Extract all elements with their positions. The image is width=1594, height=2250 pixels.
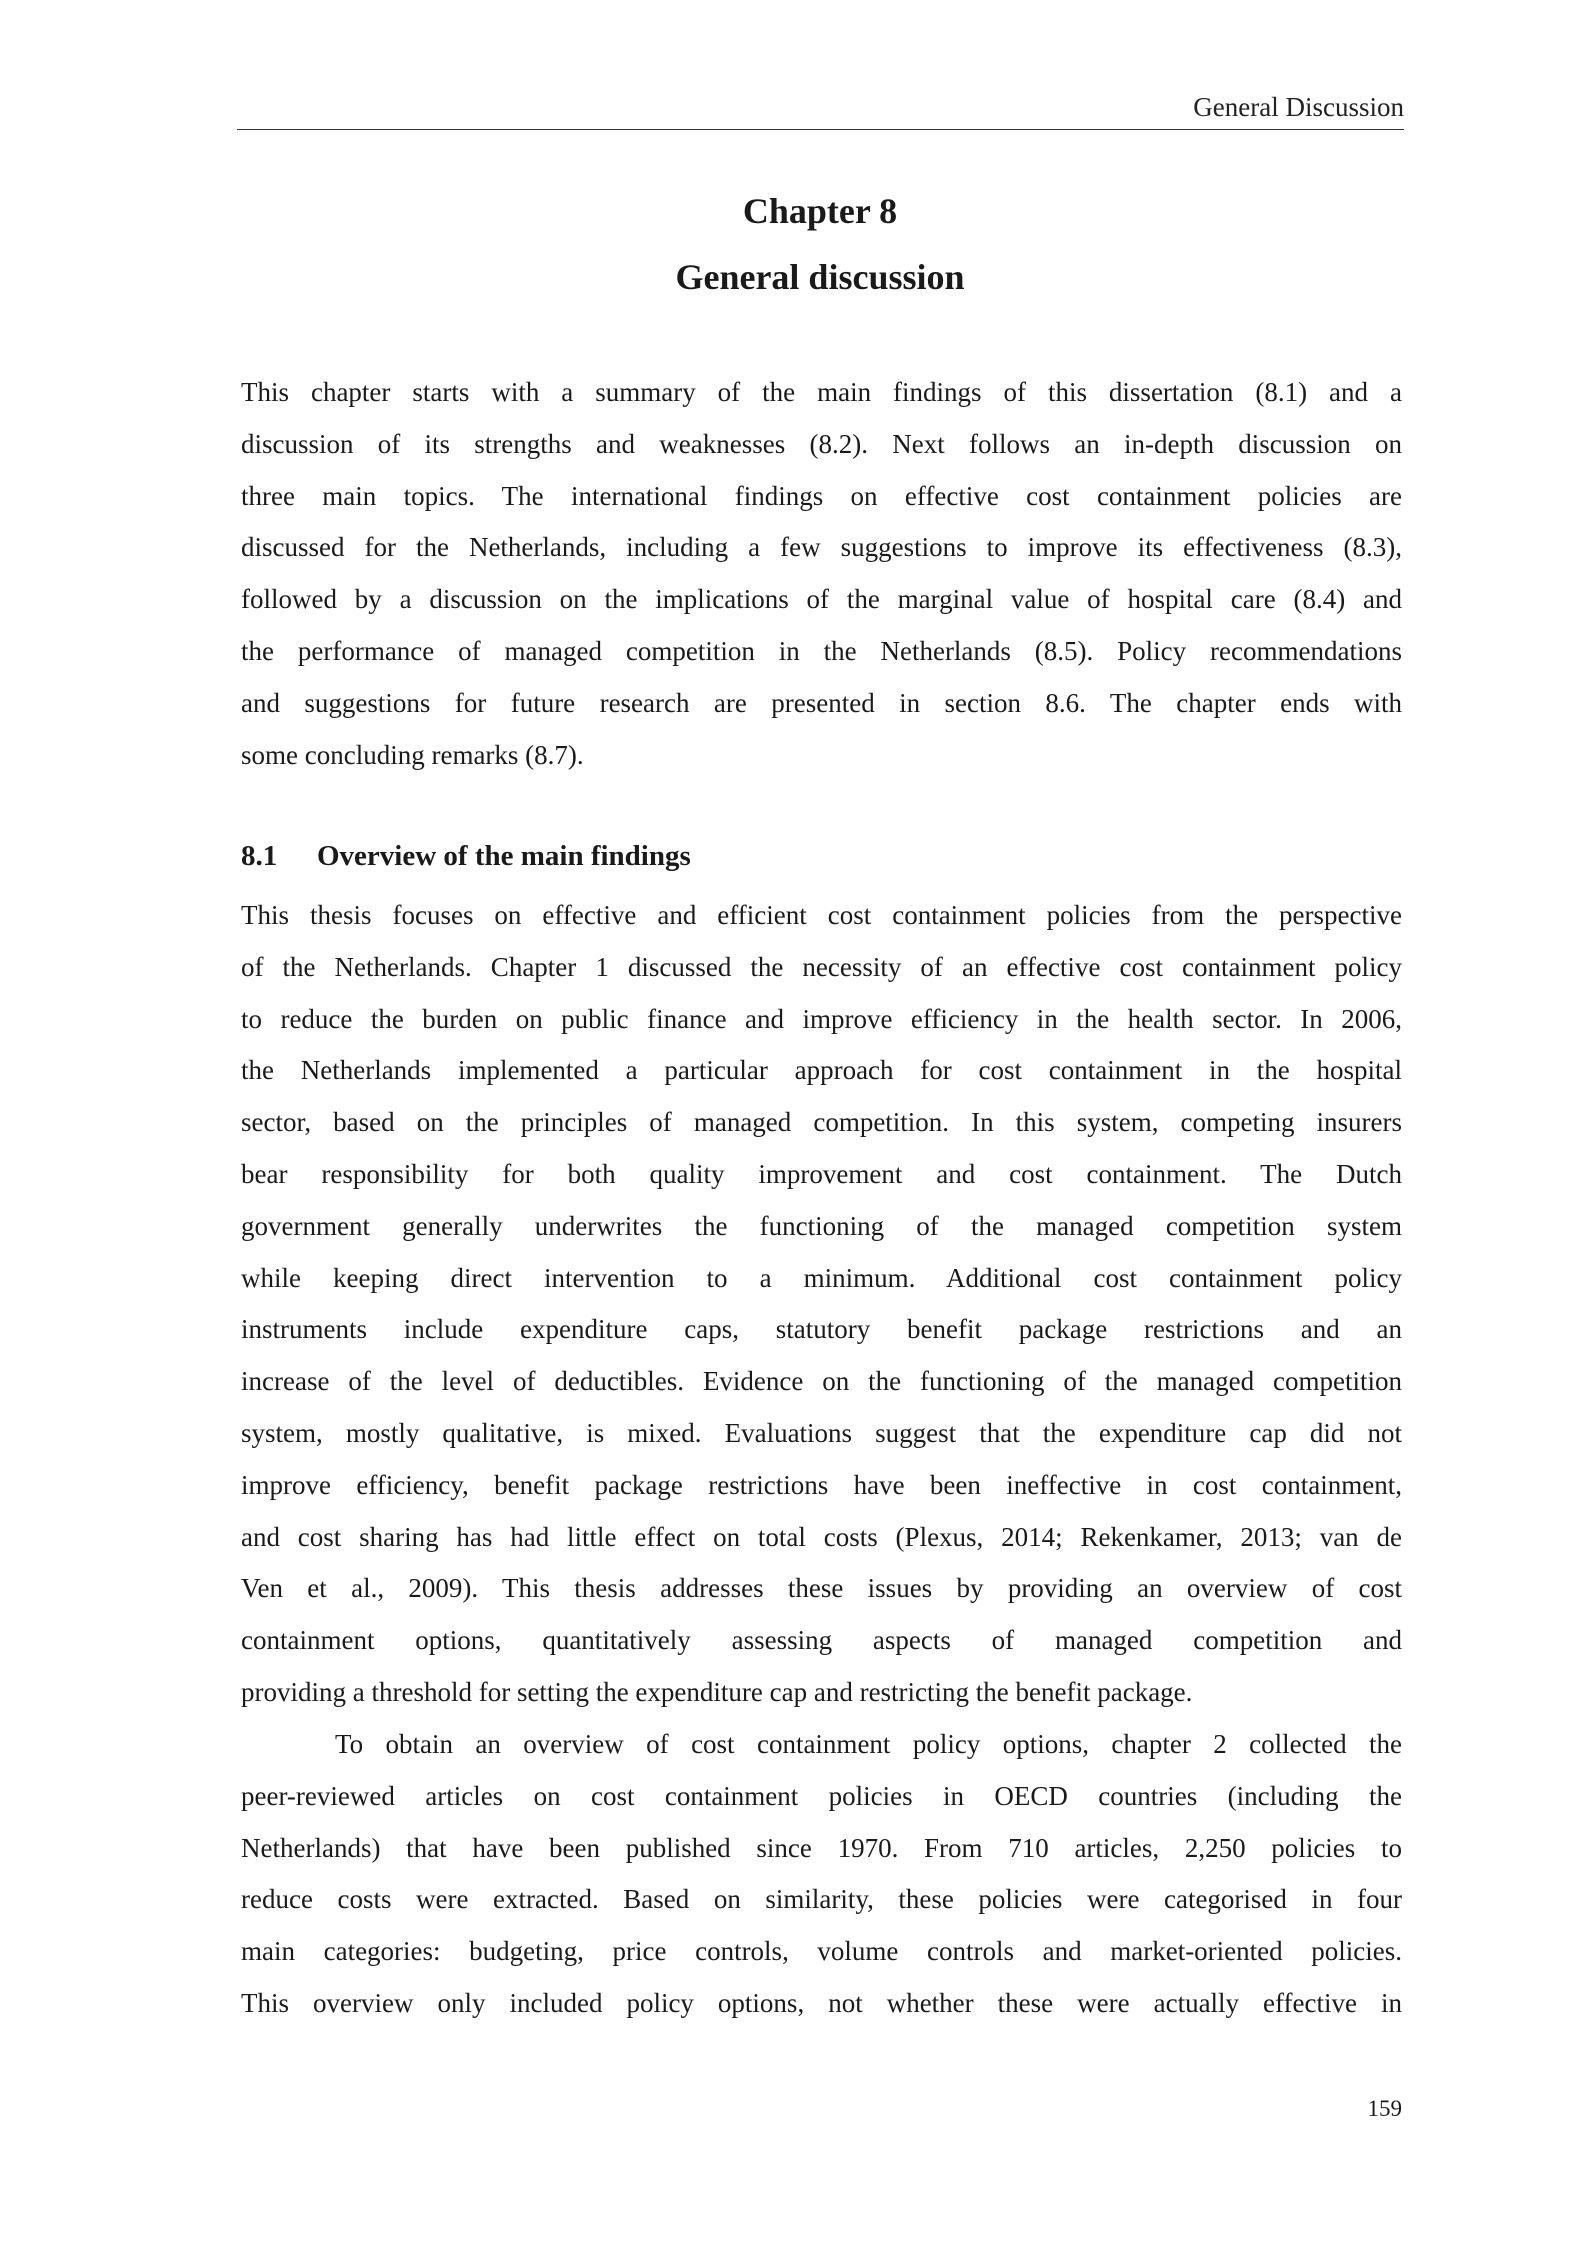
intro-paragraph — [241, 367, 1402, 781]
text-line: some concluding remarks (8.7). — [241, 739, 584, 770]
text-line: improve efficiency, benefit package restrictions have been ineffective in cost containment, — [241, 1469, 1402, 1500]
text-line: system, mostly qualitative, is mixed. Evaluations suggest that the expenditure cap did not — [241, 1417, 1402, 1448]
text-line: the Netherlands implemented a particular approach for cost containment in the hospital — [241, 1055, 1402, 1086]
text-line: to reduce the burden on public finance and improve efficiency in the health sector. In 2006, — [241, 1003, 1402, 1034]
text-line: main categories: budgeting, price controls, volume controls and market-oriented policies. — [241, 1936, 1402, 1967]
text-line: followed by a discussion on the implications of the marginal value of hospital care (8.4) and — [241, 584, 1402, 615]
text-line: Ven et al., 2009). This thesis addresses these issues by providing an overview of cost — [241, 1573, 1402, 1604]
text-line: reduce costs were extracted. Based on similarity, these policies were categorised in four — [241, 1884, 1402, 1915]
section-heading — [241, 840, 691, 873]
text-line: discussion of its strengths and weaknesses (8.2). Next follows an in-depth discussion on — [241, 428, 1402, 459]
text-line: providing a threshold for setting the expenditure cap and restricting the benefit package. — [241, 1676, 1193, 1707]
chapter-number: Chapter 8 — [742, 191, 898, 231]
paragraph-1 — [241, 890, 1402, 1719]
page-number: 159 — [1367, 2096, 1402, 2121]
text-line: To obtain an overview of cost containment policy options, chapter 2 collected the — [335, 1729, 1402, 1759]
text-line: instruments include expenditure caps, statutory benefit package restrictions and an — [241, 1314, 1402, 1345]
section-number: 8.1 — [241, 840, 278, 872]
text-line: sector, based on the principles of managed competition. In this system, competing insurers — [241, 1107, 1402, 1138]
text-line: This chapter starts with a summary of the main findings of this dissertation (8.1) and a — [241, 377, 1402, 407]
section-title: Overview of the main findings — [317, 840, 691, 872]
text-line: of the Netherlands. Chapter 1 discussed the necessity of an effective cost containment policy — [241, 951, 1402, 982]
text-line: and suggestions for future research are presented in section 8.6. The chapter ends with — [241, 687, 1402, 718]
text-line: Netherlands) that have been published since 1970. From 710 articles, 2,250 policies to — [241, 1832, 1402, 1863]
text-line: government generally underwrites the functioning of the managed competition system — [241, 1210, 1402, 1241]
text-line: discussed for the Netherlands, including a few suggestions to improve its effectiveness (8.3), — [241, 532, 1402, 563]
text-line: the performance of managed competition in the Netherlands (8.5). Policy recommendations — [241, 635, 1402, 666]
text-line: bear responsibility for both quality improvement and cost containment. The Dutch — [241, 1158, 1402, 1189]
text-line: three main topics. The international findings on effective cost containment policies are — [241, 480, 1402, 511]
paragraph-2 — [241, 1719, 1402, 2030]
text-line: peer-reviewed articles on cost containment policies in OECD countries (including the — [241, 1780, 1402, 1811]
text-line: This thesis focuses on effective and efficient cost containment policies from the perspective — [241, 900, 1402, 930]
text-line: while keeping direct intervention to a minimum. Additional cost containment policy — [241, 1262, 1402, 1293]
text-line: and cost sharing has had little effect on total costs (Plexus, 2014; Rekenkamer, 2013; van de — [241, 1521, 1402, 1552]
header-rule — [237, 129, 1404, 130]
text-line: This overview only included policy options, not whether these were actually effective in — [241, 1987, 1402, 2018]
text-line: containment options, quantitatively assessing aspects of managed competition and — [241, 1625, 1402, 1656]
text-line: increase of the level of deductibles. Evidence on the functioning of the managed competition — [241, 1366, 1402, 1397]
chapter-title: General discussion — [675, 257, 965, 297]
running-head: General Discussion — [1193, 92, 1404, 122]
